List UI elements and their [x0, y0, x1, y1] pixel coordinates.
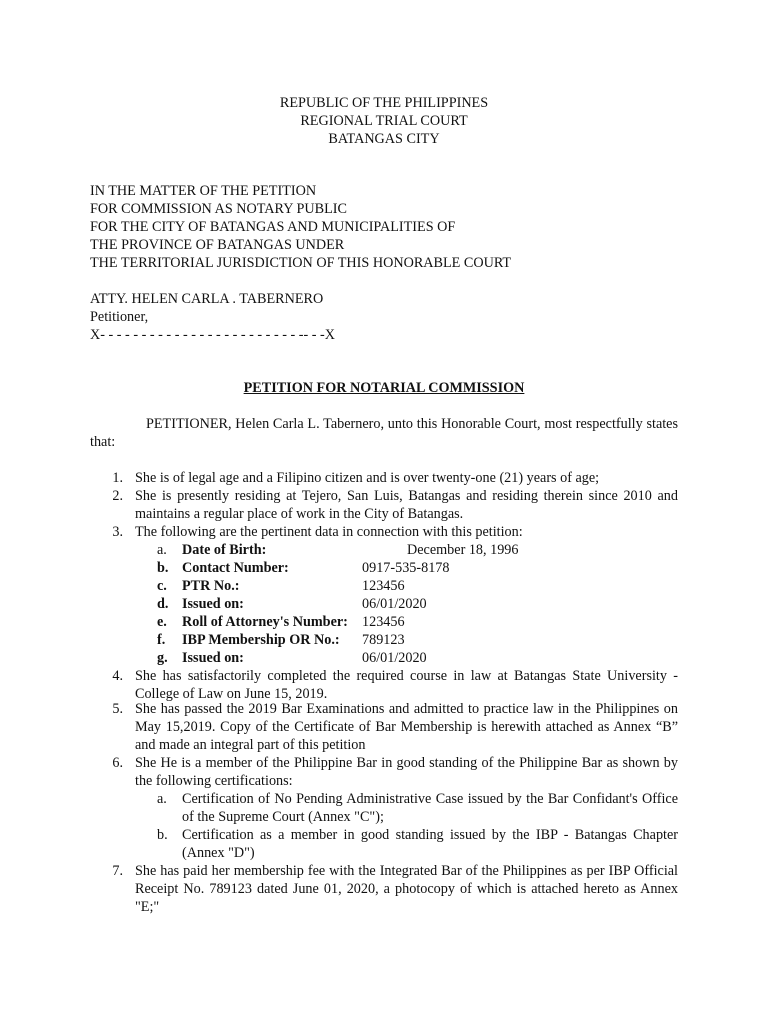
field-label: IBP Membership OR No.:	[182, 632, 340, 648]
field-label: Roll of Attorney's Number:	[182, 614, 348, 630]
caption-separator: X- - - - - - - - - - - - - - - - - - - - - - - - -- - -X	[90, 327, 335, 343]
field-letter: f.	[157, 632, 166, 648]
cert-text: Certification of No Pending Administrative Case issued by the Bar Confidant's Office of the Supreme Court (Annex "C");	[182, 791, 678, 825]
item-number: 5.	[112, 701, 123, 717]
item-text: She He is a member of the Philippine Bar in good standing of the Philippine Bar as shown by the following certifications:	[135, 755, 678, 789]
field-letter: b.	[157, 560, 169, 576]
field-letter: d.	[157, 596, 169, 612]
field-label: Issued on:	[182, 596, 244, 612]
field-letter: c.	[157, 578, 167, 594]
field-value: 06/01/2020	[362, 650, 427, 666]
item-text: She has satisfactorily completed the required course in law at Batangas State University - College of Law on June 15, 2019.	[135, 668, 678, 702]
header-city: BATANGAS CITY	[328, 131, 440, 147]
caption-line: IN THE MATTER OF THE PETITION	[90, 183, 317, 199]
petitioner-role: Petitioner,	[90, 309, 149, 325]
header-court: REGIONAL TRIAL COURT	[300, 113, 468, 129]
cert-text: Certification as a member in good standing issued by the IBP - Batangas Chapter (Annex "D")	[182, 827, 678, 861]
item-text: She is of legal age and a Filipino citizen and is over twenty-one (21) years of age;	[135, 470, 600, 486]
header-republic: REPUBLIC OF THE PHILIPPINES	[279, 95, 489, 111]
caption-line: THE PROVINCE OF BATANGAS UNDER	[90, 237, 345, 253]
item-text: She has passed the 2019 Bar Examinations and admitted to practice law in the Philippines on May 15,2019. Copy of the Certificate of Bar Membership is herewith attached as Annex “B” and made an integral part of this petition	[135, 701, 678, 753]
item-number: 2.	[112, 488, 123, 504]
item-number: 3.	[112, 524, 123, 540]
petitioner-name: ATTY. HELEN CARLA . TABERNERO	[90, 291, 324, 307]
caption-line: FOR COMMISSION AS NOTARY PUBLIC	[90, 201, 347, 217]
field-label: Issued on:	[182, 650, 244, 666]
field-label: PTR No.:	[182, 578, 240, 594]
item-number: 6.	[112, 755, 123, 771]
intro-paragraph: PETITIONER, Helen Carla L. Tabernero, unto this Honorable Court, most respectfully states that:	[90, 416, 678, 450]
item-number: 4.	[112, 668, 123, 684]
field-value: 123456	[362, 614, 405, 630]
field-label: Contact Number:	[182, 560, 289, 576]
caption-line: FOR THE CITY OF BATANGAS AND MUNICIPALITIES OF	[90, 219, 456, 235]
field-value: 789123	[362, 632, 405, 648]
document-title: PETITION FOR NOTARIAL COMMISSION	[243, 380, 525, 396]
item-number: 7.	[112, 863, 123, 879]
cert-letter: b.	[157, 827, 168, 843]
item-text: She is presently residing at Tejero, San Luis, Batangas and residing therein since 2010 and maintains a regular place of work in the City of Batangas.	[135, 488, 678, 522]
field-value: 06/01/2020	[362, 596, 427, 612]
item-number: 1.	[112, 470, 123, 486]
item-text: The following are the pertinent data in connection with this petition:	[135, 524, 523, 540]
field-label: Date of Birth:	[182, 542, 267, 558]
field-value: 0917-535-8178	[362, 560, 450, 576]
cert-letter: a.	[157, 791, 167, 807]
field-letter: g.	[157, 650, 168, 666]
field-value: December 18, 1996	[407, 542, 519, 558]
item-text: She has paid her membership fee with the Integrated Bar of the Philippines as per IBP Official Receipt No. 789123 dated June 01, 2020, a photocopy of which is attached hereto as Annex "E;"	[135, 863, 678, 915]
field-letter: e.	[157, 614, 167, 630]
caption-line: THE TERRITORIAL JURISDICTION OF THIS HONORABLE COURT	[90, 255, 512, 271]
field-letter: a.	[157, 542, 167, 558]
field-value: 123456	[362, 578, 405, 594]
